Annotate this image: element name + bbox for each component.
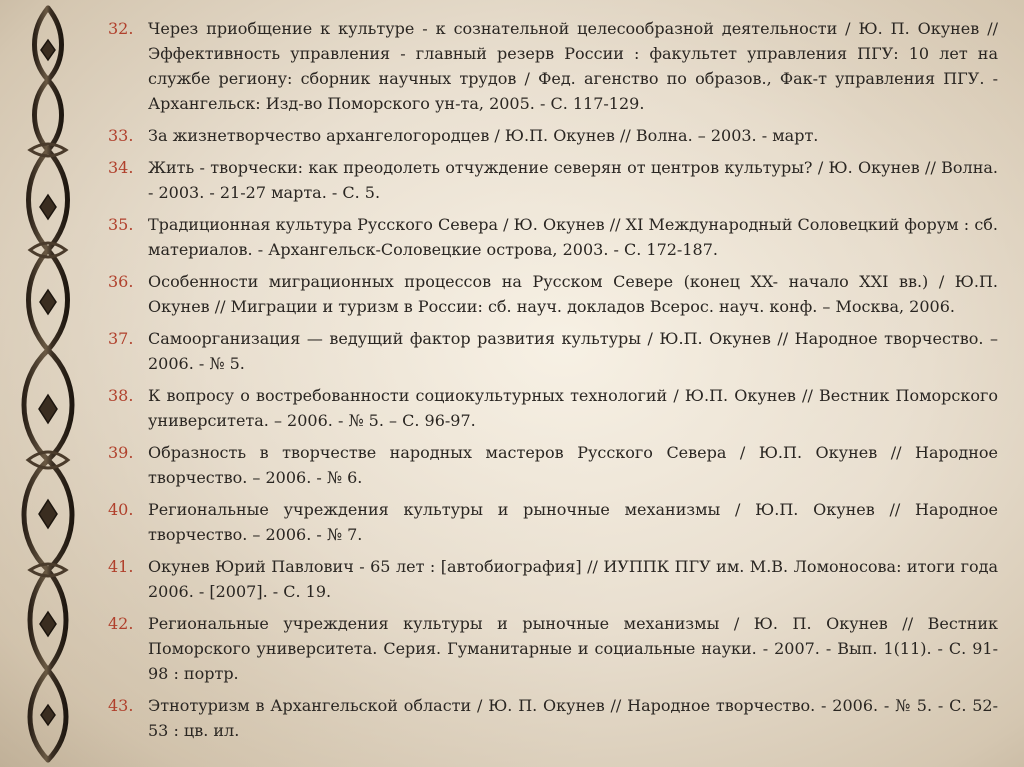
item-text: Самоорганизация — ведущий фактор развития культуры / Ю.П. Окунев // Народное творчество. – 2006. - № 5.: [148, 329, 998, 373]
list-item: [108, 693, 998, 743]
list-item: [108, 326, 998, 376]
item-number: 38.: [108, 386, 134, 405]
item-number: 35.: [108, 215, 134, 234]
bibliography-list: [108, 16, 998, 750]
list-item: [108, 383, 998, 433]
item-text: Этнотуризм в Архангельской области / Ю. П. Окунев // Народное творчество. - 2006. - № 5. - С. 52-53 : цв. ил.: [148, 696, 998, 740]
list-item: [108, 611, 998, 686]
item-text: Традиционная культура Русского Севера / Ю. Окунев // XI Международный Соловецкий форум : сб. материалов. - Архангельск-Соловецкие острова, 2003. - С. 172-187.: [148, 215, 998, 259]
item-number: 39.: [108, 443, 134, 462]
item-number: 36.: [108, 272, 134, 291]
item-text: Особенности миграционных процессов на Русском Севере (конец XX- начало XXI вв.) / Ю.П. Окунев // Миграции и туризм в России: сб. науч. докладов Всерос. науч. конф. – Москва, 2006.: [148, 272, 998, 316]
item-number: 34.: [108, 158, 134, 177]
list-item: [108, 123, 998, 148]
list-item: [108, 16, 998, 116]
list-item: [108, 554, 998, 604]
item-text: Региональные учреждения культуры и рыночные механизмы / Ю.П. Окунев // Народное творчество. – 2006. - № 7.: [148, 500, 998, 544]
item-number: 33.: [108, 126, 134, 145]
item-number: 40.: [108, 500, 134, 519]
list-item: [108, 440, 998, 490]
item-text: Образность в творчестве народных мастеров Русского Севера / Ю.П. Окунев // Народное творчество. – 2006. - № 6.: [148, 443, 998, 487]
decorative-ornament-icon: [0, 0, 100, 767]
item-number: 37.: [108, 329, 134, 348]
item-number: 42.: [108, 614, 134, 633]
item-text: Окунев Юрий Павлович - 65 лет : [автобиография] // ИУППК ПГУ им. М.В. Ломоносова: итоги года 2006. - [2007]. - С. 19.: [148, 557, 998, 601]
item-number: 43.: [108, 696, 134, 715]
item-text: К вопросу о востребованности социокультурных технологий / Ю.П. Окунев // Вестник Поморского университета. – 2006. - № 5. – С. 96-97.: [148, 386, 998, 430]
list-item: [108, 497, 998, 547]
item-text: Региональные учреждения культуры и рыночные механизмы / Ю. П. Окунев // Вестник Поморского университета. Серия. Гуманитарные и социальные науки. - 2007. - Вып. 1(11). - С. 91-98 : портр.: [148, 614, 998, 683]
item-text: За жизнетворчество архангелогородцев / Ю.П. Окунев // Волна. – 2003. - март.: [148, 126, 819, 145]
list-item: [108, 212, 998, 262]
item-text: Жить - творчески: как преодолеть отчуждение северян от центров культуры? / Ю. Окунев // Волна. - 2003. - 21-27 марта. - С. 5.: [148, 158, 998, 202]
item-number: 41.: [108, 557, 134, 576]
list-item: [108, 269, 998, 319]
list-item: [108, 155, 998, 205]
item-number: 32.: [108, 19, 134, 38]
item-text: Через приобщение к культуре - к сознательной целесообразной деятельности / Ю. П. Окунев // Эффективность управления - главный резерв России : факультет управления ПГУ: 10 лет на службе региону: сборник научных трудов / Фед. агенство по образов., Фак-т управления ПГУ. - Архангельск: Изд-во Поморского ун-та, 2005. - С. 117-129.: [148, 19, 998, 113]
